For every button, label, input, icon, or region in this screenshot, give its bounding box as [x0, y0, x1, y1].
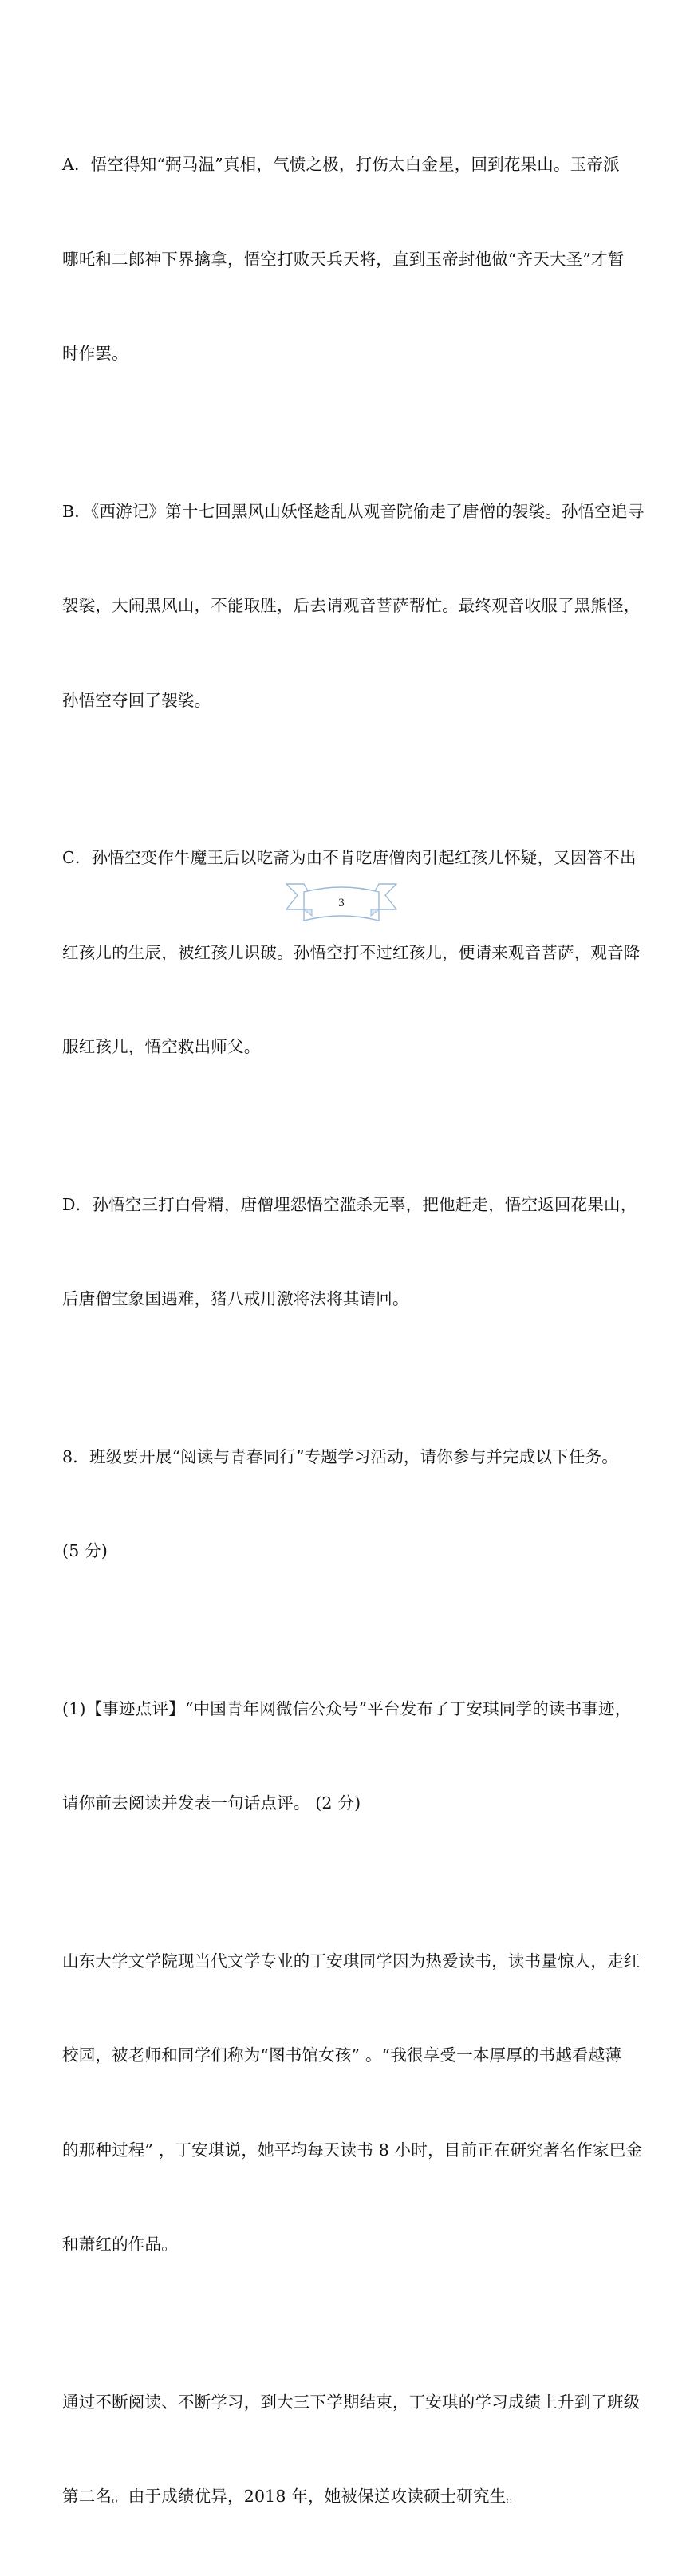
text-line: 孙悟空夺回了袈裟。	[62, 690, 211, 710]
sub-question-1	[62, 1631, 630, 1883]
text-line: C．孙悟空变作牛魔王后以吃斋为由不肯吃唐僧肉引起红孩儿怀疑，又因答不出	[62, 848, 637, 867]
text-line: A．悟空得知“弼马温”真相，气愤之极，打伤太白金星，回到花果山。玉帝派	[62, 155, 620, 174]
text-line: 袈裟，大闹黑风山，不能取胜，后去请观音菩萨帮忙。最终观音收服了黑熊怪，	[62, 596, 641, 615]
text-line: 服红孩儿，悟空救出师父。	[62, 1037, 261, 1056]
text-line: 的那种过程” ，丁安琪说，她平均每天读书 8 小时，目前正在研究著名作家巴金	[62, 2140, 643, 2160]
document-body	[62, 86, 645, 2576]
question-8	[62, 1379, 630, 1631]
text-line: 校园，被老师和同学们称为“图书馆女孩” 。“我很享受一本厚厚的书越看越薄	[62, 2045, 622, 2065]
text-line: 哪吒和二郎神下界擒拿，悟空打败天兵天将，直到玉帝封他做“齐天大圣”才暂	[62, 249, 625, 269]
text-line: D．孙悟空三打白骨精，唐僧埋怨悟空滥杀无辜，把他赶走，悟空返回花果山，	[62, 1194, 637, 1214]
text-line: 后唐僧宝象国遇难，猪八戒用激将法将其请回。	[62, 1289, 409, 1308]
text-line: (5 分)	[62, 1541, 108, 1560]
text-line: 8．班级要开展“阅读与青春同行”专题学习活动，请你参与并完成以下任务。	[62, 1446, 619, 1466]
reading-passage-1	[62, 1883, 643, 2324]
option-d	[62, 1126, 637, 1379]
text-line: 请你前去阅读并发表一句话点评。 (2 分)	[62, 1793, 361, 1813]
text-line: 山东大学文学院现当代文学专业的丁安琪同学因为热爱读书，读书量惊人，走红	[62, 1951, 641, 1970]
option-c	[62, 779, 641, 1126]
text-line: (1)【事迹点评】“中国青年网微信公众号”平台发布了丁安琪同学的读书事迹，	[62, 1698, 632, 1718]
page-number: 3	[338, 897, 345, 909]
text-line: 通过不断阅读、不断学习，到大三下学期结束，丁安琪的学习成绩上升到了班级	[62, 2392, 641, 2412]
option-a	[62, 86, 630, 433]
option-b	[62, 433, 645, 780]
text-line: 时作罢。	[62, 344, 128, 363]
text-line: 红孩儿的生辰，被红孩儿识破。孙悟空打不过红孩儿，便请来观音菩萨，观音降	[62, 942, 641, 962]
reading-passage-2	[62, 2324, 641, 2576]
page-footer	[282, 874, 401, 930]
text-line: 第二名。由于成绩优异，2018 年，她被保送攻读硕士研究生。	[62, 2487, 523, 2506]
text-line: 和萧红的作品。	[62, 2235, 178, 2254]
text-line: B．《西游记》第十七回黑风山妖怪趁乱从观音院偷走了唐僧的袈裟。孙悟空追寻	[62, 501, 645, 521]
